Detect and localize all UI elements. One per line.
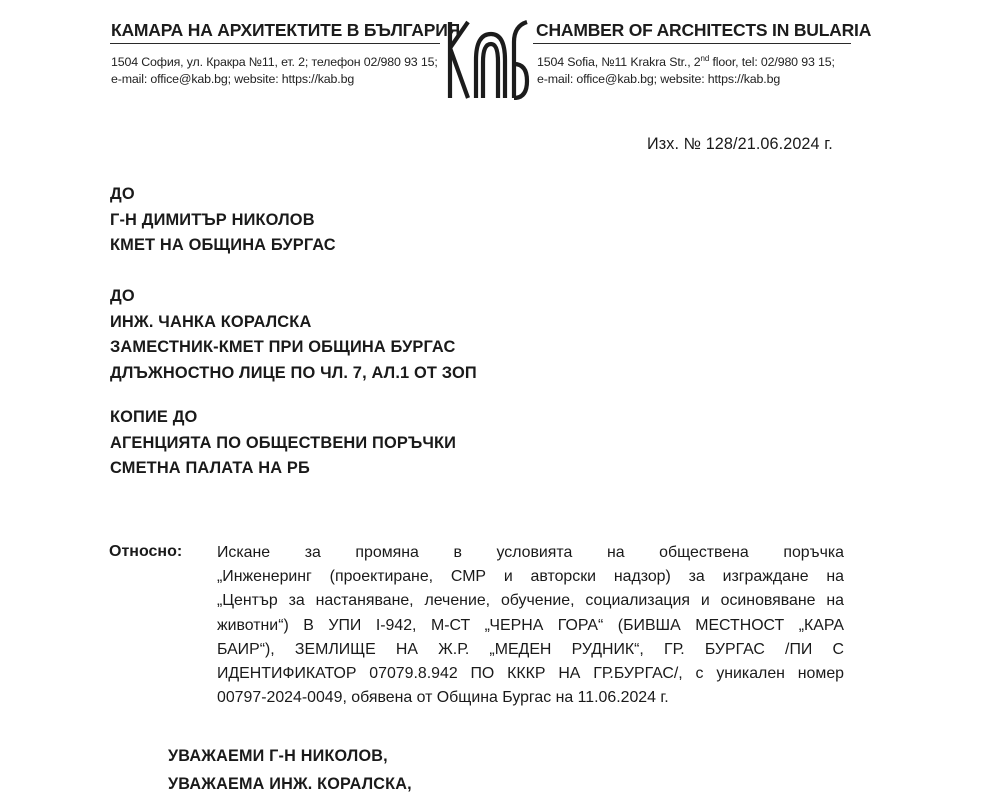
recipient-line: АГЕНЦИЯТА ПО ОБЩЕСТВЕНИ ПОРЪЧКИ: [110, 433, 457, 452]
recipient-block-deputy: [110, 284, 477, 386]
recipient-line: СМЕТНА ПАЛАТА НА РБ: [110, 459, 310, 477]
recipient-line: Г-Н ДИМИТЪР НИКОЛОВ: [110, 210, 315, 229]
reference-number: Изх. № 128/21.06.2024 г.: [647, 135, 833, 153]
subject-line: животни“) В УПИ I-942, М-СТ „ЧЕРНА ГОРА“ (БИВША МЕСТНОСТ „КАРА: [217, 616, 844, 634]
letterhead-rule-left: [110, 43, 440, 44]
subject-line: БАИР“), ЗЕМЛИЩЕ НА Ж.Р. „МЕДЕН РУДНИК“, ГР. БУРГАС /ПИ С: [217, 640, 844, 658]
letterhead-title-bg: КАМАРА НА АРХИТЕКТИТЕ В БЪЛГАРИЯ: [111, 20, 460, 40]
subject-text: [217, 541, 844, 710]
subject-line: „Инженеринг (проектиране, СМР и авторски надзор) за изграждане на: [217, 568, 844, 586]
subject-line: 00797-2024-0049, обявена от Община Бургас на 11.06.2024 г.: [217, 689, 669, 707]
subject-line: „Център за настаняване, лечение, обучение, социализация и осиновяване на: [217, 592, 844, 610]
kab-monogram-logo-icon: [443, 12, 531, 100]
subject-line: Искане за промяна в условията на обществена поръчка: [217, 544, 844, 561]
subject-label: Относно:: [109, 543, 183, 560]
subject-line: ИДЕНТИФИКАТОР 07079.8.942 ПО КККР НА ГР.БУРГАС/, с уникален номер: [217, 664, 844, 682]
recipient-line: ДО: [110, 287, 135, 305]
recipient-line: КМЕТ НА ОБЩИНА БУРГАС: [110, 236, 336, 254]
letterhead-rule-right: [533, 43, 851, 44]
salutation: [168, 742, 412, 798]
recipient-line: ИНЖ. ЧАНКА КОРАЛСКА: [110, 312, 312, 331]
letterhead: [0, 0, 989, 110]
letterhead-title-en: CHAMBER OF ARCHITECTS IN BULARIA: [536, 20, 872, 40]
recipient-block-mayor: [110, 182, 336, 259]
salutation-line: УВАЖАЕМИ Г-Н НИКОЛОВ,: [168, 747, 388, 765]
letterhead-address-bg: 1504 София, ул. Кракра №11, ет. 2; телефон 02/980 93 15;: [111, 55, 438, 69]
letterhead-contacts-bg: e-mail: office@kab.bg; website: https://kab.bg: [111, 72, 355, 86]
recipient-line: ЗАМЕСТНИК-КМЕТ ПРИ ОБЩИНА БУРГАС: [110, 338, 456, 356]
letterhead-contacts-en: e-mail: office@kab.bg; website: https://kab.bg: [537, 72, 781, 86]
recipient-line: ДЛЪЖНОСТНО ЛИЦЕ ПО ЧЛ. 7, АЛ.1 ОТ ЗОП: [110, 363, 477, 382]
salutation-line: УВАЖАЕМА ИНЖ. КОРАЛСКА,: [168, 775, 412, 793]
recipient-line: ДО: [110, 185, 135, 203]
recipient-line: КОПИЕ ДО: [110, 408, 198, 426]
recipient-block-copy: [110, 405, 456, 482]
letterhead-address-en: 1504 Sofia, №11 Krakra Str., 2nd floor, tel: 02/980 93 15;: [537, 53, 835, 69]
